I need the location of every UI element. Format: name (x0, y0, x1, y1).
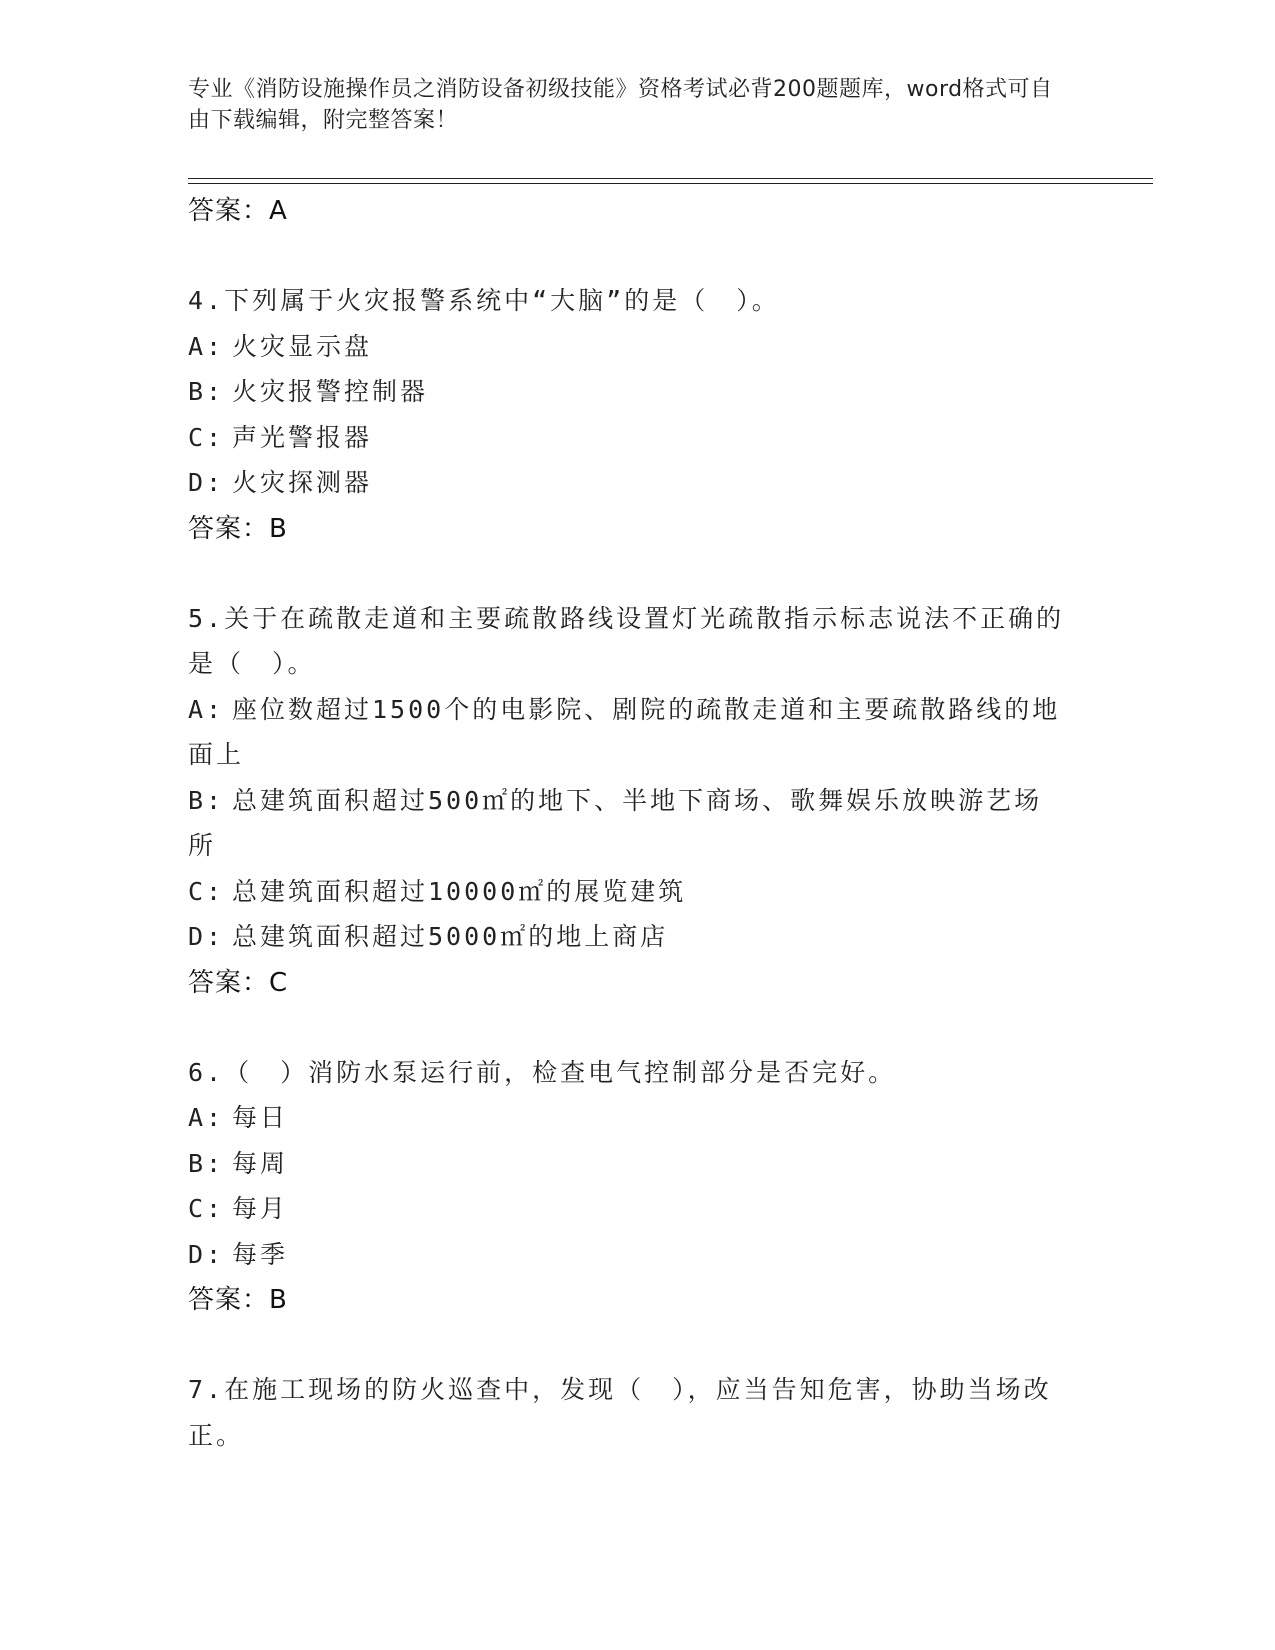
header-rule-top (188, 178, 1153, 179)
question-block-7 (188, 1367, 1068, 1458)
option-letter: A: (188, 694, 225, 724)
option-d (188, 1232, 1068, 1278)
answer-line: 答案：B (188, 1285, 288, 1315)
option-letter: C: (188, 422, 225, 452)
document-body (188, 188, 1068, 1458)
answer-line: 答案：B (188, 513, 288, 544)
option-c (188, 415, 1068, 461)
option-letter: C: (188, 876, 225, 906)
answer-line: 答案：C (188, 967, 289, 998)
option-d (188, 914, 1068, 960)
option-a (188, 687, 1068, 778)
option-text: 火灾探测器 (232, 468, 373, 497)
option-letter: A: (188, 1103, 225, 1132)
option-b (188, 369, 1068, 415)
option-text: 每月 (232, 1194, 289, 1223)
option-letter: C: (188, 1194, 225, 1223)
option-text: 每日 (232, 1103, 289, 1132)
question-text: 7.在施工现场的防火巡查中，发现（ ），应当告知危害，协助当场改正。 (188, 1375, 1052, 1450)
option-letter: D: (188, 468, 225, 497)
option-letter: A: (188, 331, 225, 361)
question-block-5 (188, 596, 1068, 1006)
question-text: 6.（ ）消防水泵运行前，检查电气控制部分是否完好。 (188, 1057, 897, 1087)
option-letter: D: (188, 1239, 225, 1269)
option-text: 总建筑面积超过10000㎡的展览建筑 (232, 876, 687, 906)
option-letter: B: (188, 377, 225, 406)
option-c (188, 869, 1068, 915)
question-block-4 (188, 278, 1068, 552)
option-text: 总建筑面积超过500㎡的地下、半地下商场、歌舞娱乐放映游艺场所 (188, 785, 1043, 860)
option-c (188, 1186, 1068, 1232)
option-b (188, 778, 1068, 869)
option-a (188, 1095, 1068, 1141)
option-b (188, 1141, 1068, 1187)
option-text: 火灾显示盘 (232, 331, 373, 361)
option-text: 每季 (232, 1239, 289, 1269)
question-text: 4.下列属于火灾报警系统中“大脑”的是（ ）。 (188, 286, 780, 315)
option-d (188, 460, 1068, 506)
option-text: 火灾报警控制器 (232, 377, 429, 406)
question-text: 5.关于在疏散走道和主要疏散路线设置灯光疏散指示标志说法不正确的是（ ）。 (188, 603, 1065, 678)
option-letter: B: (188, 1148, 225, 1178)
option-text: 座位数超过1500个的电影院、剧院的疏散走道和主要疏散路线的地面上 (188, 694, 1061, 769)
question-block-6 (188, 1050, 1068, 1324)
document-header: 专业《消防设施操作员之消防设备初级技能》资格考试必背200题题库，word格式可自由下载编辑，附完整答案！ (188, 77, 1053, 133)
header-rule-bottom (188, 183, 1153, 184)
option-text: 每周 (232, 1148, 289, 1178)
option-a (188, 324, 1068, 370)
option-text: 声光警报器 (232, 422, 373, 452)
option-text: 总建筑面积超过5000㎡的地上商店 (232, 922, 669, 951)
option-letter: B: (188, 785, 225, 815)
answer-line: 答案：A (188, 196, 288, 226)
option-letter: D: (188, 922, 225, 951)
